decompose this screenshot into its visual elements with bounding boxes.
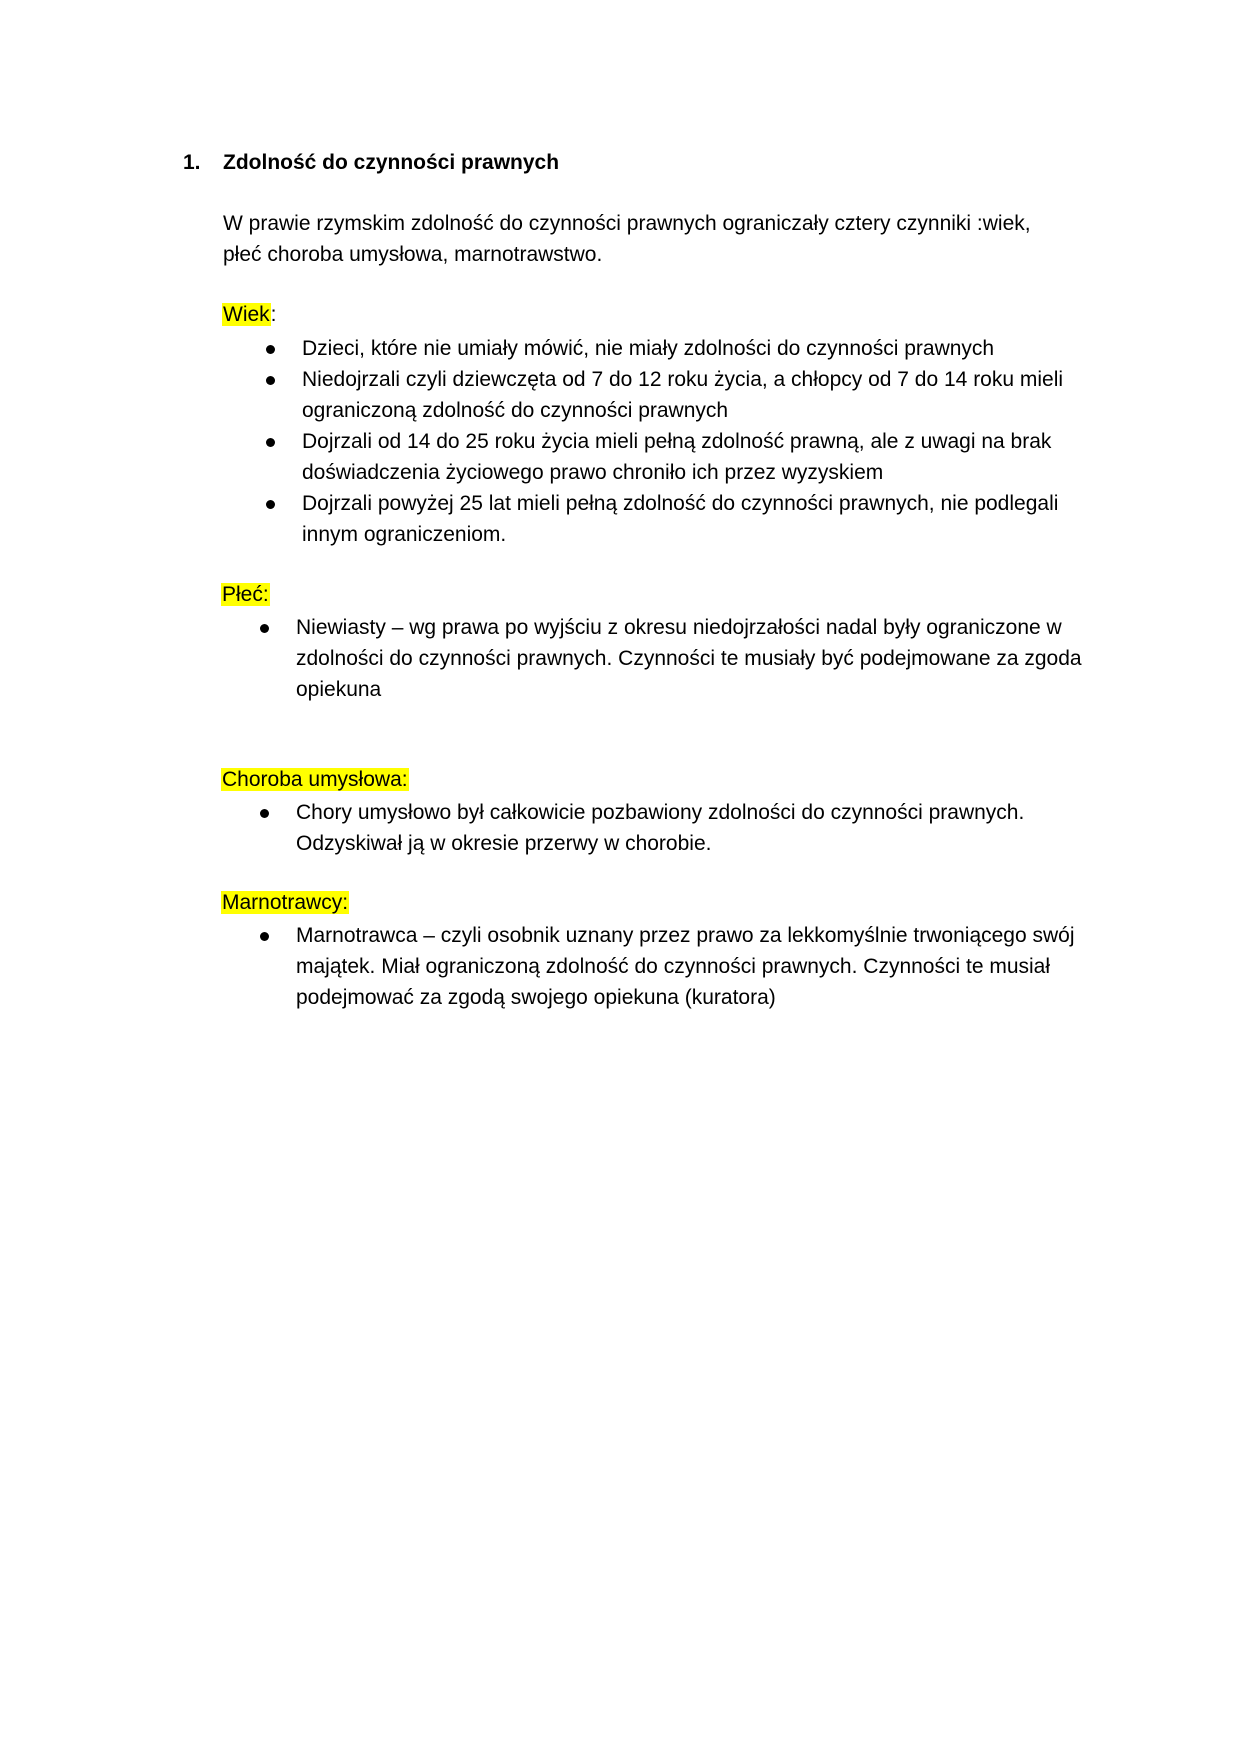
bullet-icon [260, 932, 269, 941]
highlighted-label: Choroba umysłowa: [222, 768, 408, 791]
list-item-text: Dzieci, które nie umiały mówić, nie miały zdolności do czynności prawnych [302, 337, 995, 360]
list-item-text: Dojrzali od 14 do 25 roku życia mieli pełną zdolność prawną, ale z uwagi na brak doświadczenia życiowego prawo chroniło ich przez wyzyskiem [302, 430, 1052, 484]
list-item [296, 797, 1106, 859]
bullet-icon [266, 345, 275, 354]
bullet-icon [260, 809, 269, 818]
bullet-icon [266, 500, 275, 509]
section-label-choroba [221, 765, 409, 795]
list-item [296, 920, 1106, 1013]
highlighted-label: Płeć: [222, 583, 269, 606]
highlighted-label: Marnotrawcy: [222, 891, 349, 914]
list-item-text: Dojrzali powyżej 25 lat mieli pełną zdolność do czynności prawnych, nie podlegali innym ograniczeniom. [302, 492, 1059, 546]
section-label-marnotrawcy [221, 888, 349, 918]
bullet-icon [260, 624, 269, 633]
intro-paragraph [223, 208, 1063, 270]
list-item-text: Chory umysłowo był całkowicie pozbawiony zdolności do czynności prawnych. Odzyskiwał ją w okresie przerwy w chorobie. [296, 801, 1025, 855]
list-item-text: Niedojrzali czyli dziewczęta od 7 do 12 roku życia, a chłopcy od 7 do 14 roku mieli ograniczoną zdolność do czynności prawnych [302, 368, 1064, 422]
heading-title: Zdolność do czynności prawnych [223, 151, 560, 174]
section-label-plec [221, 580, 270, 610]
list-item [302, 426, 1092, 488]
section-label-wiek [222, 300, 277, 330]
list-item [302, 364, 1092, 426]
list-item [302, 333, 1092, 364]
bullet-list-plec [296, 612, 1086, 705]
list-item [302, 488, 1092, 550]
label-suffix: : [270, 303, 277, 326]
bullet-icon [266, 376, 275, 385]
bullet-list-marnotrawcy [296, 920, 1106, 1013]
bullet-list-wiek [302, 333, 1092, 550]
bullet-icon [266, 438, 275, 447]
list-item-text: Marnotrawca – czyli osobnik uznany przez prawo za lekkomyślnie trwoniącego swój majątek. Miał ograniczoną zdolność do czynności prawnych. Czynności te musiał podejmować za zgodą swojego opiekuna (kuratora) [296, 924, 1075, 1009]
intro-text: W prawie rzymskim zdolność do czynności prawnych ograniczały cztery czynniki :wiek, płeć choroba umysłowa, marnotrawstwo. [223, 212, 1031, 266]
list-item-text: Niewiasty – wg prawa po wyjściu z okresu niedojrzałości nadal były ograniczone w zdolności do czynności prawnych. Czynności te musiały być podejmowane za zgoda opiekuna [296, 616, 1082, 701]
bullet-list-choroba [296, 797, 1106, 859]
list-item [296, 612, 1086, 705]
heading-number: 1. [183, 151, 201, 174]
section-heading [183, 148, 559, 178]
highlighted-label: Wiek [223, 303, 270, 326]
